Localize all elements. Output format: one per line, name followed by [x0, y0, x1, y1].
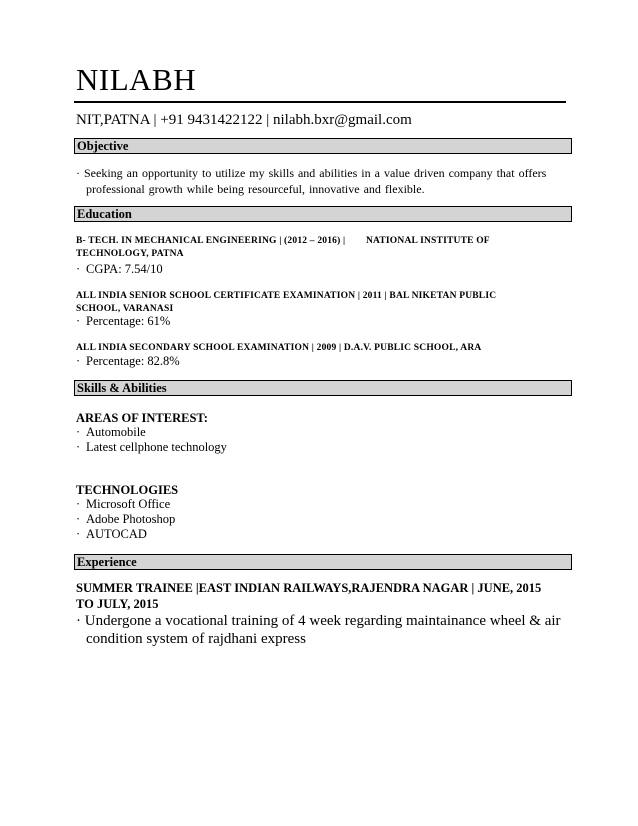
section-education-header: Education — [74, 206, 572, 222]
technology-item-text: Adobe Photoshop — [86, 512, 176, 526]
contact-line: NIT,PATNA | +91 9431422122 | nilabh.bxr@gmail.com — [76, 112, 412, 128]
interest-item-text: Latest cellphone technology — [86, 440, 227, 454]
bullet-icon: · — [76, 354, 81, 368]
bullet-icon: · — [76, 425, 81, 439]
section-experience-header: Experience — [74, 554, 572, 570]
technology-item — [76, 497, 170, 512]
bullet-icon: · — [76, 166, 80, 180]
bullet-icon: · — [76, 613, 81, 629]
senior-line-2: SCHOOL, VARANASI — [76, 304, 174, 314]
header-divider — [74, 101, 566, 103]
interest-item-text: Automobile — [86, 425, 146, 439]
bullet-icon: · — [76, 314, 81, 328]
technology-item-text: Microsoft Office — [86, 497, 171, 511]
bullet-icon: · — [76, 512, 81, 526]
btech-score-text: CGPA: 7.54/10 — [86, 262, 163, 276]
bullet-icon: · — [76, 497, 81, 511]
btech-line-2: TECHNOLOGY, PATNA — [76, 249, 184, 259]
interest-item — [76, 425, 146, 440]
technologies-title: TECHNOLOGIES — [76, 483, 179, 497]
objective-text — [76, 165, 566, 197]
technology-item-text: AUTOCAD — [86, 527, 147, 541]
secondary-score-text: Percentage: 82.8% — [86, 354, 180, 368]
objective-text-content: Seeking an opportunity to utilize my skills and abilities in a value driven company that offers professional growth while being resourceful, innovative and flexible. — [84, 166, 547, 196]
secondary-score — [76, 354, 180, 369]
section-skills-header: Skills & Abilities — [74, 380, 572, 396]
btech-score — [76, 262, 163, 277]
experience-heading: SUMMER TRAINEE |EAST INDIAN RAILWAYS,RAJENDRA NAGAR | JUNE, 2015 TO JULY, 2015 — [76, 581, 542, 611]
experience-description — [76, 612, 576, 648]
senior-score-text: Percentage: 61% — [86, 314, 171, 328]
bullet-icon: · — [76, 527, 81, 541]
experience-description-text: Undergone a vocational training of 4 week regarding maintainance wheel & air condition system of rajdhani express — [84, 613, 561, 647]
secondary-line-1: ALL INDIA SECONDARY SCHOOL EXAMINATION | 2009 | D.A.V. PUBLIC SCHOOL, ARA — [76, 343, 482, 353]
technology-item — [76, 527, 147, 542]
candidate-name: NILABH — [76, 62, 197, 97]
bullet-icon: · — [76, 440, 81, 454]
interests-title: AREAS OF INTEREST: — [76, 411, 208, 425]
education-senior — [76, 290, 546, 316]
technology-item — [76, 512, 175, 527]
btech-line-1: B- TECH. IN MECHANICAL ENGINEERING | (2012 – 2016) | NATIONAL INSTITUTE OF — [76, 236, 490, 246]
senior-score — [76, 314, 170, 329]
education-btech — [76, 235, 546, 261]
section-objective-header: Objective — [74, 138, 572, 154]
interest-item — [76, 440, 227, 455]
senior-line-1: ALL INDIA SENIOR SCHOOL CERTIFICATE EXAMINATION | 2011 | BAL NIKETAN PUBLIC — [76, 291, 497, 301]
bullet-icon: · — [76, 262, 81, 276]
